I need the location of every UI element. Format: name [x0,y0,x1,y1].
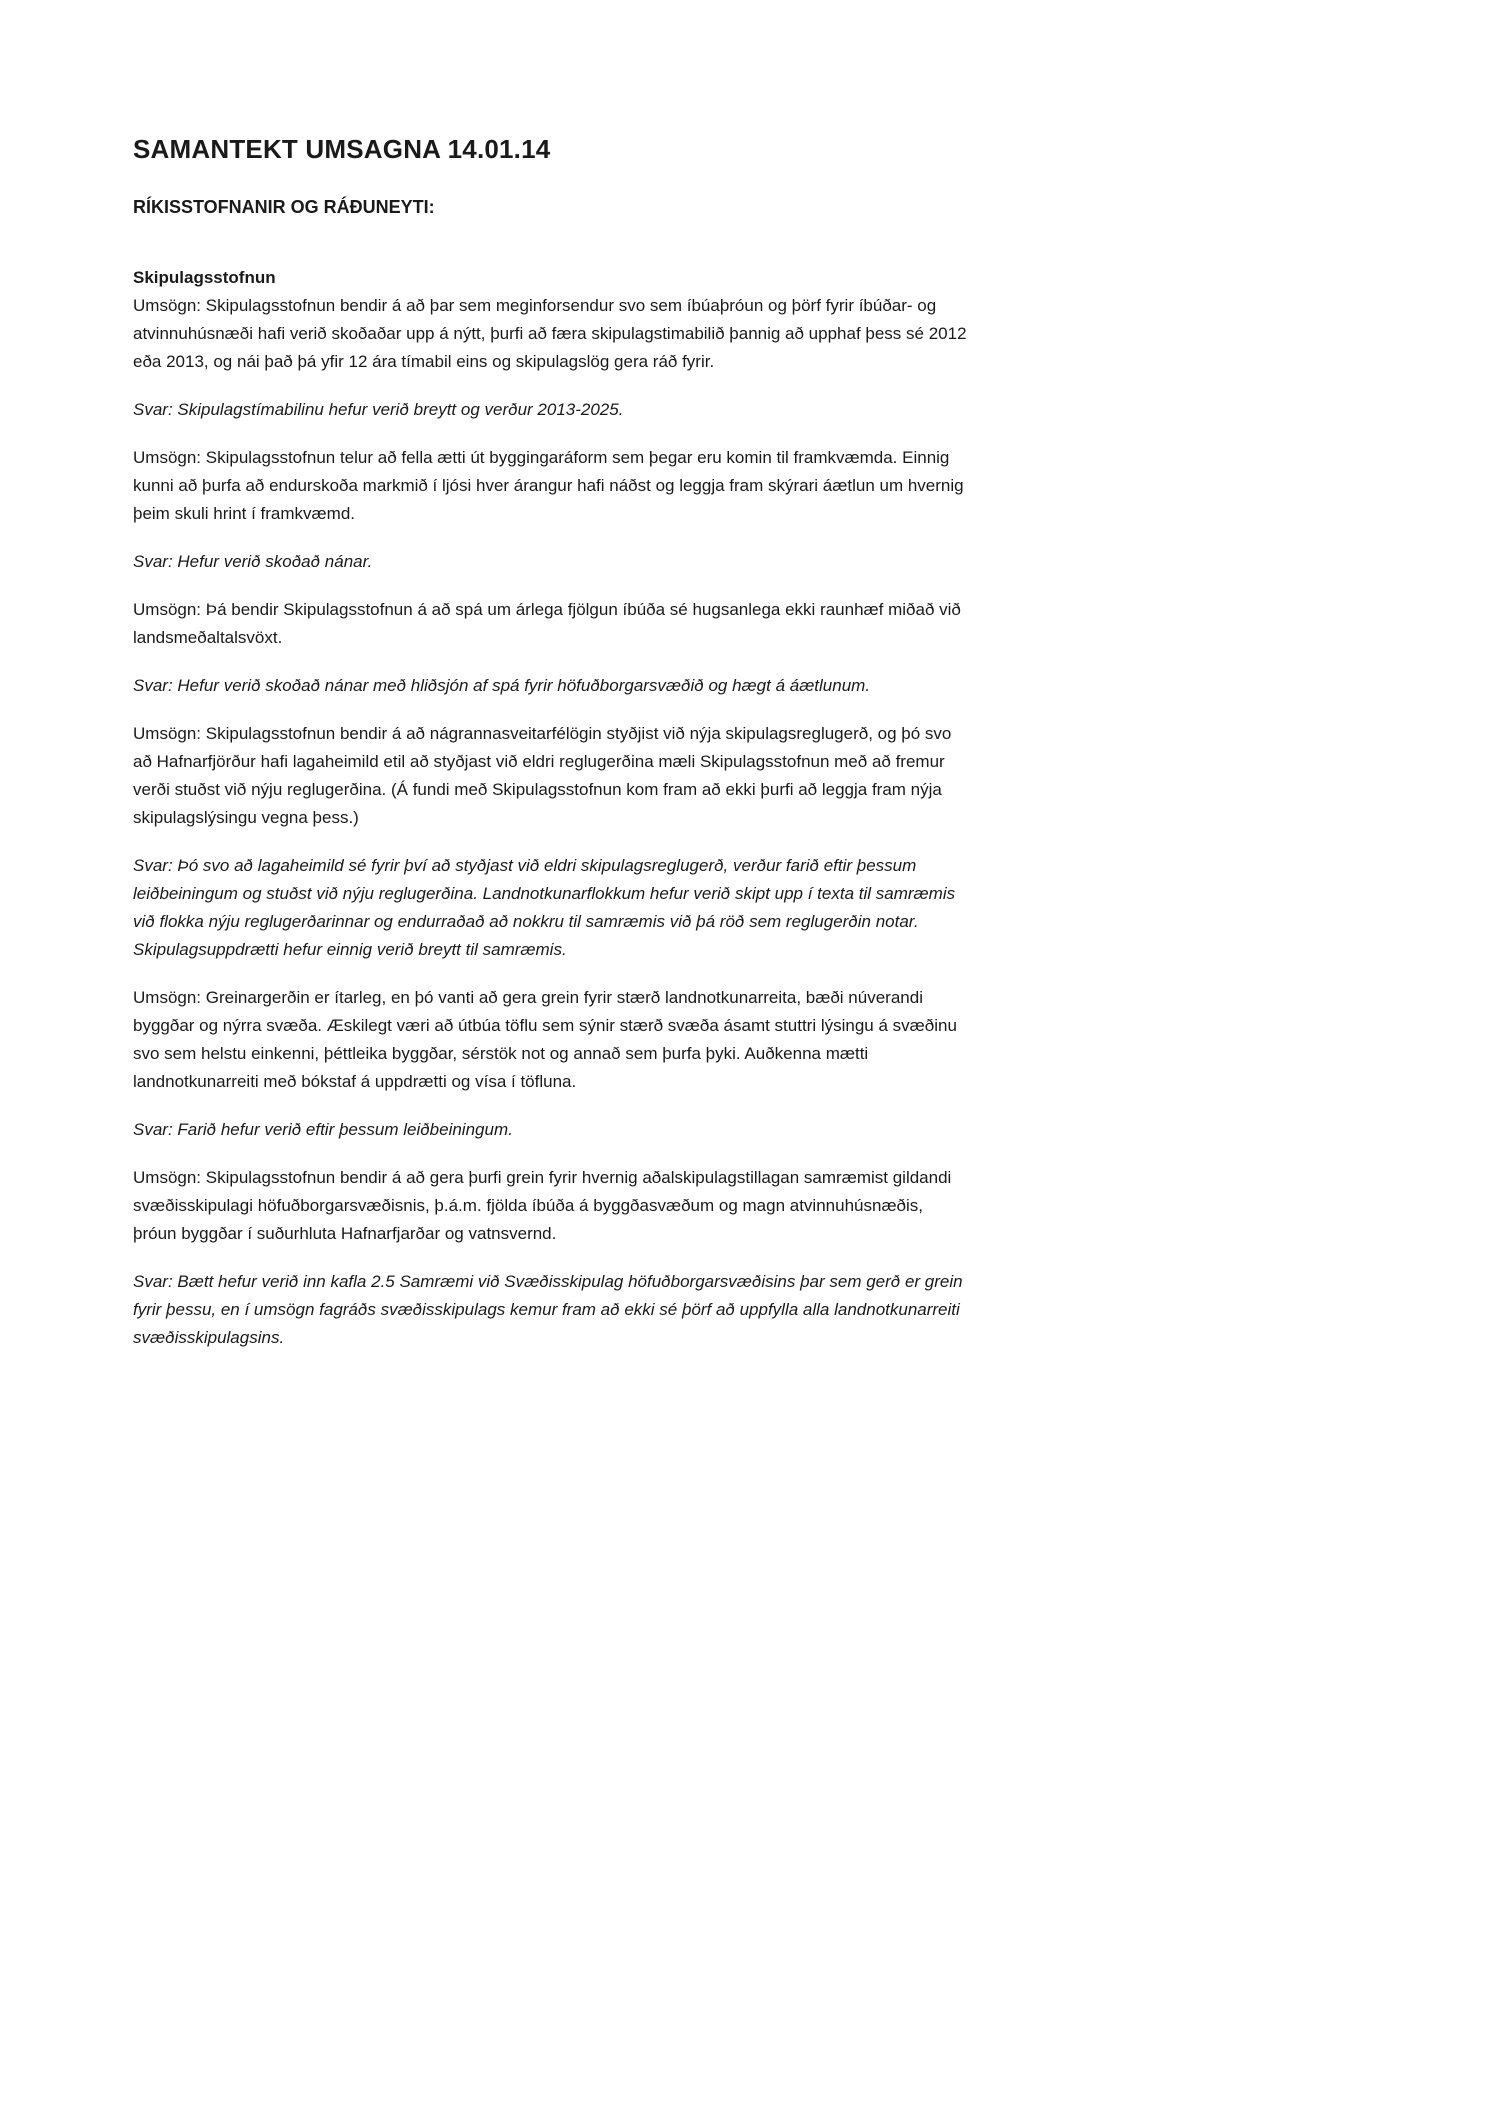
comment-paragraph: Umsögn: Skipulagsstofnun bendir á að gera þurfi grein fyrir hvernig aðalskipulagstillagan samræmist gildandi svæðisskipulagi höfuðborgarsvæðisnis, þ.á.m. fjölda íbúða á byggðasvæðum og magn atvinnuhúsnæðis, þróun byggðar í suðurhluta Hafnarfjarðar og vatnsvernd. [133,1168,952,1243]
response-paragraph: Svar: Farið hefur verið eftir þessum leiðbeiningum. [133,1120,513,1139]
response-paragraph: Svar: Þó svo að lagaheimild sé fyrir því að styðjast við eldri skipulagsreglugerð, verður farið eftir þessum leiðbeiningum og stuðst við nýju reglugerðina. Landnotkunarflokkum hefur verið skipt upp í texta til samræmis við flokka nýju reglugerðarinnar og endurraðað að nokkru til samræmis við þá röð sem reglugerðin notar. Skipulagsuppdrætti hefur einnig verið breytt til samræmis. [133,856,956,959]
comment-paragraph: Umsögn: Skipulagsstofnun bendir á að þar sem meginforsendur svo sem íbúaþróun og þörf fyrir íbúðar- og atvinnuhúsnæði hafi verið skoðaðar upp á nýtt, þurfi að færa skipulagstimabilið þannig að upphaf þess sé 2012 eða 2013, og nái það þá yfir 12 ára tímabil eins og skipulagslög gera ráð fyrir. [133,296,967,371]
response-paragraph: Svar: Skipulagstímabilinu hefur verið breytt og verður 2013-2025. [133,400,624,419]
document-subtitle: RÍKISSTOFNANIR OG RÁÐUNEYTI: [133,197,435,217]
document-sections [133,264,971,1352]
comment-paragraph: Umsögn: Skipulagsstofnun telur að fella ætti út byggingaráform sem þegar eru komin til framkvæmda. Einnig kunni að þurfa að endurskoða markmið í ljósi hver árangur hafi náðst og leggja fram skýrari áætlun um hvernig þeim skuli hrint í framkvæmd. [133,448,964,523]
comment-paragraph: Umsögn: Skipulagsstofnun bendir á að nágrannasveitarfélögin styðjist við nýja skipulagsreglugerð, og þó svo að Hafnarfjörður hafi lagaheimild etil að styðjast við eldri reglugerðina mæli Skipulagsstofnun með að fremur verði stuðst við nýju reglugerðina. (Á fundi með Skipulagsstofnun kom fram að ekki þurfi að leggja fram nýja skipulagslýsingu vegna þess.) [133,724,952,827]
comment-paragraph: Umsögn: Greinargerðin er ítarleg, en þó vanti að gera grein fyrir stærð landnotkunarreita, bæði núverandi byggðar og nýrra svæða. Æskilegt væri að útbúa töflu sem sýnir stærð svæða ásamt stuttri lýsingu á svæðinu svo sem helstu einkenni, þéttleika byggðar, sérstök not og annað sem þurfa þyki. Auðkenna mætti landnotkunarreiti með bókstaf á uppdrætti og vísa í töfluna. [133,988,957,1091]
comment-paragraph: Umsögn: Þá bendir Skipulagsstofnun á að spá um árlega fjölgun íbúða sé hugsanlega ekki raunhæf miðað við landsmeðaltalsvöxt. [133,600,961,647]
section-heading: Skipulagsstofnun [133,268,276,287]
document-content [133,134,971,1352]
document-title: SAMANTEKT UMSAGNA 14.01.14 [133,134,551,164]
response-paragraph: Svar: Hefur verið skoðað nánar með hliðsjón af spá fyrir höfuðborgarsvæðið og hægt á áætlunum. [133,676,871,695]
response-paragraph: Svar: Hefur verið skoðað nánar. [133,552,373,571]
response-paragraph: Svar: Bætt hefur verið inn kafla 2.5 Samræmi við Svæðisskipulag höfuðborgarsvæðisins þar sem gerð er grein fyrir þessu, en í umsögn fagráðs svæðisskipulags kemur fram að ekki sé þörf að uppfylla alla landnotkunarreiti svæðisskipulagsins. [133,1272,963,1347]
